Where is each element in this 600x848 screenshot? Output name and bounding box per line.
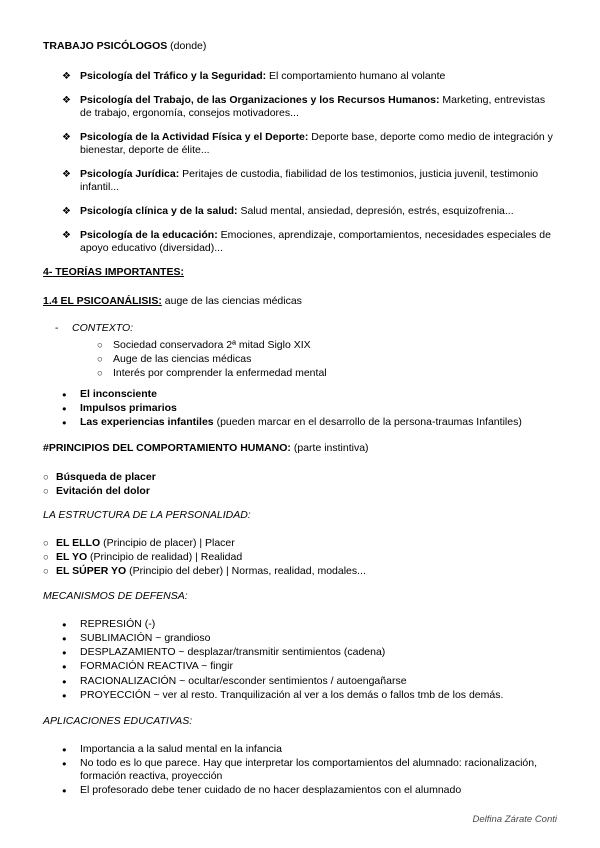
dot-bullet-icon: ● <box>62 634 67 644</box>
key-concept-item <box>62 388 557 401</box>
defense-item <box>62 660 557 673</box>
personality-text <box>56 551 557 564</box>
work-area-rest: Emociones, aprendizaje, comportamientos, necesidades especiales de apoyo educativo (diversidad)... <box>80 229 551 255</box>
application-item <box>62 784 557 797</box>
dot-bullet-icon: ● <box>62 744 67 754</box>
principles-list <box>43 471 557 498</box>
applications-list <box>43 743 557 797</box>
work-area-text <box>80 229 557 255</box>
context-item-text: Interés por comprender la enfermedad mental <box>113 367 327 380</box>
dot-bullet-icon: ● <box>62 390 67 400</box>
applications-heading: APLICACIONES EDUCATIVAS: <box>43 714 193 727</box>
application-text: El profesorado debe tener cuidado de no hacer desplazamientos con el alumnado <box>80 783 462 796</box>
personality-rest: (Principio del deber) | Normas, realidad, modales... <box>126 565 366 578</box>
diamond-bullet-icon: ❖ <box>62 230 71 242</box>
dot-bullet-icon: ● <box>62 676 67 686</box>
dot-bullet-icon: ● <box>62 648 67 658</box>
personality-item <box>43 551 557 564</box>
personality-item <box>43 565 557 578</box>
dot-bullet-icon: ● <box>62 418 67 428</box>
work-area-lead: Psicología del Trabajo, de las Organizaciones y los Recursos Humanos: <box>80 94 440 107</box>
defense-text: PROYECCIÓN ~ ver al resto. Tranquilización al ver a los demás o fallos tmb de los demás. <box>80 688 504 701</box>
principles-heading <box>43 442 557 455</box>
context-item <box>97 339 557 352</box>
work-area-lead: Psicología Jurídica: <box>80 168 180 181</box>
work-area-lead: Psicología de la educación: <box>80 229 218 242</box>
theories-heading-text: 4- TEORÍAS IMPORTANTES: <box>43 266 184 279</box>
principle-text: Evitación del dolor <box>56 485 150 498</box>
defense-text: REPRESIÓN (-) <box>80 618 156 631</box>
context-list <box>43 339 557 380</box>
context-label-row <box>55 322 557 335</box>
key-concept-text <box>80 416 557 429</box>
personality-rest: (Principio de realidad) | Realidad <box>87 551 243 564</box>
principle-item <box>43 471 557 484</box>
defense-item <box>62 618 557 631</box>
key-concept-text <box>80 402 557 415</box>
work-area-rest: El comportamiento humano al volante <box>266 70 446 83</box>
defense-text: FORMACIÓN REACTIVA ~ fingir <box>80 660 233 673</box>
key-concept-lead: Impulsos primarios <box>80 402 177 415</box>
personality-item <box>43 537 557 550</box>
psychoanalysis-heading-rest: auge de las ciencias médicas <box>161 295 302 308</box>
application-text: Importancia a la salud mental en la infancia <box>80 742 282 755</box>
footer-author: Delfina Zárate Conti <box>472 814 557 826</box>
work-area-lead: Psicología del Tráfico y la Seguridad: <box>80 70 267 83</box>
diamond-bullet-icon: ❖ <box>62 206 71 218</box>
defense-text: SUBLIMACIÓN ~ grandioso <box>80 632 211 645</box>
psychoanalysis-heading-text: 1.4 EL PSICOANÁLISIS: <box>43 295 162 308</box>
diamond-bullet-icon: ❖ <box>62 169 71 181</box>
psychoanalysis-heading <box>43 295 557 308</box>
application-text: No todo es lo que parece. Hay que interpretar los comportamientos del alumnado: racionalización, formación reactiva, proyección <box>80 756 538 782</box>
diamond-bullet-icon: ❖ <box>62 71 71 83</box>
application-item <box>62 757 557 783</box>
personality-lead: EL ELLO <box>56 537 101 550</box>
work-areas-list <box>43 70 557 255</box>
dot-bullet-icon: ● <box>62 785 67 795</box>
context-item-text: Sociedad conservadora 2ª mitad Siglo XIX <box>113 339 311 352</box>
page-title-text: TRABAJO PSICÓLOGOS <box>43 40 168 52</box>
work-area-item <box>62 94 557 120</box>
diamond-bullet-icon: ❖ <box>62 95 71 107</box>
circle-bullet-icon: ○ <box>97 354 103 366</box>
defense-item <box>62 689 557 702</box>
context-label: CONTEXTO: <box>72 322 134 335</box>
dot-bullet-icon: ● <box>62 404 67 414</box>
dot-bullet-icon: ● <box>62 758 67 768</box>
work-area-text <box>80 168 557 194</box>
work-area-item <box>62 168 557 194</box>
work-area-text <box>80 70 557 83</box>
dot-bullet-icon: ● <box>62 662 67 672</box>
page-title <box>43 40 557 53</box>
defense-text: DESPLAZAMIENTO ~ desplazar/transmitir sentimientos (cadena) <box>80 646 386 659</box>
defense-heading: MECANISMOS DE DEFENSA: <box>43 590 188 603</box>
work-area-rest: Marketing, entrevistas de trabajo, ergonomía, consejos motivadores... <box>80 94 546 120</box>
work-area-text <box>80 94 557 120</box>
defense-text: RACIONALIZACIÓN ~ ocultar/esconder sentimientos / autoengañarse <box>80 674 407 687</box>
defense-item <box>62 675 557 688</box>
defense-list <box>43 618 557 701</box>
diamond-bullet-icon: ❖ <box>62 132 71 144</box>
work-area-rest: Peritajes de custodia, fiabilidad de los testimonios, justicia juvenil, testimonio infantil... <box>80 168 539 194</box>
personality-text <box>56 565 557 578</box>
circle-bullet-icon: ○ <box>97 368 103 380</box>
circle-bullet-icon: ○ <box>43 552 49 564</box>
personality-text <box>56 537 557 550</box>
personality-heading: LA ESTRUCTURA DE LA PERSONALIDAD: <box>43 509 251 522</box>
circle-bullet-icon: ○ <box>97 340 103 352</box>
personality-rest: (Principio de placer) | Placer <box>100 537 235 550</box>
context-item <box>97 353 557 366</box>
key-concept-rest: (pueden marcar en el desarrollo de la persona-traumas Infantiles) <box>213 416 522 429</box>
defense-item <box>62 646 557 659</box>
key-concept-text <box>80 388 557 401</box>
principle-text: Búsqueda de placer <box>56 471 156 484</box>
circle-bullet-icon: ○ <box>43 472 49 484</box>
work-area-item <box>62 131 557 157</box>
defense-item <box>62 632 557 645</box>
work-area-item <box>62 229 557 255</box>
application-item <box>62 743 557 756</box>
dot-bullet-icon: ● <box>62 690 67 700</box>
work-area-rest: Salud mental, ansiedad, depresión, estrés, esquizofrenia... <box>237 205 514 218</box>
work-area-text <box>80 131 557 157</box>
circle-bullet-icon: ○ <box>43 486 49 498</box>
work-area-item <box>62 205 557 218</box>
context-item <box>97 367 557 380</box>
circle-bullet-icon: ○ <box>43 538 49 550</box>
theories-heading <box>43 266 557 279</box>
key-concept-lead: Las experiencias infantiles <box>80 416 214 429</box>
key-concept-lead: El inconsciente <box>80 388 158 401</box>
key-concepts-list <box>43 388 557 429</box>
key-concept-item <box>62 402 557 415</box>
principles-heading-rest: (parte instintiva) <box>290 442 369 455</box>
work-area-text <box>80 205 557 218</box>
work-area-lead: Psicología de la Actividad Física y el Deporte: <box>80 131 309 144</box>
context-item-text: Auge de las ciencias médicas <box>113 353 252 366</box>
work-area-lead: Psicología clínica y de la salud: <box>80 205 238 218</box>
personality-list <box>43 537 557 578</box>
work-area-rest: Deporte base, deporte como medio de integración y bienestar, deporte de élite... <box>80 131 553 157</box>
personality-lead: EL YO <box>56 551 88 564</box>
dot-bullet-icon: ● <box>62 620 67 630</box>
circle-bullet-icon: ○ <box>43 566 49 578</box>
dash-bullet-icon: - <box>55 322 59 335</box>
principles-heading-lead: #PRINCIPIOS DEL COMPORTAMIENTO HUMANO: <box>43 442 291 455</box>
work-area-item <box>62 70 557 83</box>
page-title-suffix: (donde) <box>167 40 207 52</box>
personality-lead: EL SÚPER YO <box>56 565 127 578</box>
principle-item <box>43 485 557 498</box>
key-concept-item <box>62 416 557 429</box>
